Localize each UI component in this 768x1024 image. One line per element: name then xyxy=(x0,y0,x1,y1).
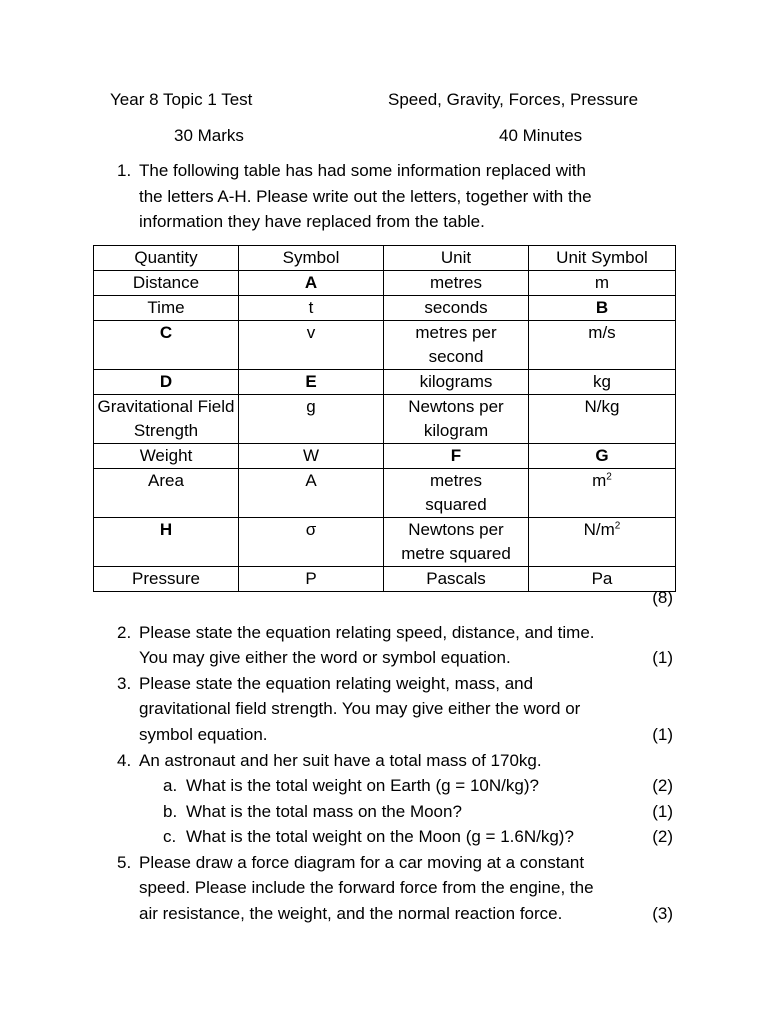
table-cell: H xyxy=(94,518,239,567)
table-cell: G xyxy=(529,444,676,469)
sub-question xyxy=(0,824,768,849)
question-1-mark: (8) xyxy=(652,588,673,607)
table-cell: Pascals xyxy=(384,567,529,592)
question-text-line: You may give either the word or symbol equation. xyxy=(139,648,511,667)
table-cell: m/s xyxy=(529,321,676,370)
unit-symbol-text: m xyxy=(592,471,607,490)
table-cell: Time xyxy=(94,296,239,321)
table-cell: E xyxy=(239,370,384,395)
question-number: 1. xyxy=(117,161,132,180)
table-cell: Distance xyxy=(94,271,239,296)
question-mark: (1) xyxy=(652,648,673,667)
sub-question-text: What is the total weight on the Moon (g = 1.6N/kg)? xyxy=(186,827,574,846)
table-cell: kilograms xyxy=(384,370,529,395)
table-cell: A xyxy=(239,271,384,296)
header-cell: Unit Symbol xyxy=(529,246,676,271)
table-cell: B xyxy=(529,296,676,321)
table-cell: m xyxy=(529,271,676,296)
question-number: 4. xyxy=(117,751,132,770)
table-cell: C xyxy=(94,321,239,370)
table-cell: W xyxy=(239,444,384,469)
question-mark: (3) xyxy=(652,904,673,923)
sub-question xyxy=(0,799,768,824)
sub-question-label: c. xyxy=(163,827,177,846)
table-cell: Gravitational Field Strength xyxy=(94,395,239,444)
question-mark: (1) xyxy=(652,802,673,821)
table-cell: t xyxy=(239,296,384,321)
table-row xyxy=(94,567,676,592)
table-cell: seconds xyxy=(384,296,529,321)
test-topics: Speed, Gravity, Forces, Pressure xyxy=(388,90,639,109)
table-cell xyxy=(529,469,676,518)
total-marks: 30 Marks xyxy=(174,126,244,145)
table-cell: Pressure xyxy=(94,567,239,592)
table-cell: v xyxy=(239,321,384,370)
sub-question-label: b. xyxy=(163,802,178,821)
question-mark: (2) xyxy=(652,776,673,795)
unit-symbol-text: N/m xyxy=(583,520,615,539)
table-cell: N/kg xyxy=(529,395,676,444)
table-header-row xyxy=(94,246,676,271)
table-cell: Area xyxy=(94,469,239,518)
table-row xyxy=(94,321,676,370)
superscript: 2 xyxy=(614,520,621,532)
superscript: 2 xyxy=(606,471,612,483)
header-cell: Symbol xyxy=(239,246,384,271)
question-text-line: Please draw a force diagram for a car moving at a constant xyxy=(139,853,585,872)
header-cell: Quantity xyxy=(94,246,239,271)
question-number: 2. xyxy=(117,623,132,642)
table-row xyxy=(94,296,676,321)
test-title: Year 8 Topic 1 Test xyxy=(110,90,253,109)
table-cell: Weight xyxy=(94,444,239,469)
table-cell: D xyxy=(94,370,239,395)
table-cell: Newtons per metre squared xyxy=(384,518,529,567)
table-cell: P xyxy=(239,567,384,592)
quantities-table xyxy=(93,245,676,592)
question-text-line: information they have replaced from the table. xyxy=(139,212,485,231)
question-text-line: air resistance, the weight, and the normal reaction force. xyxy=(139,904,563,923)
question-text-line: Please state the equation relating speed, distance, and time. xyxy=(139,623,595,642)
time-allowed: 40 Minutes xyxy=(499,126,583,145)
table-cell: metres xyxy=(384,271,529,296)
table-cell: Pa xyxy=(529,567,676,592)
table-cell: F xyxy=(384,444,529,469)
table-cell: Newtons per kilogram xyxy=(384,395,529,444)
table-cell: g xyxy=(239,395,384,444)
question-text-line: the letters A-H. Please write out the letters, together with the xyxy=(139,187,592,206)
table-cell: metres squared xyxy=(384,469,529,518)
question-text-line: The following table has had some information replaced with xyxy=(139,161,586,180)
table-row xyxy=(94,469,676,518)
question-text-line: speed. Please include the forward force from the engine, the xyxy=(139,878,594,897)
table-cell: kg xyxy=(529,370,676,395)
sub-question xyxy=(0,773,768,798)
table-cell xyxy=(529,518,676,567)
question-text-line: symbol equation. xyxy=(139,725,268,744)
table-row xyxy=(94,518,676,567)
question-text-line: An astronaut and her suit have a total mass of 170kg. xyxy=(139,751,542,770)
table-cell: A xyxy=(239,469,384,518)
sub-question-text: What is the total weight on Earth (g = 10N/kg)? xyxy=(186,776,539,795)
question-number: 5. xyxy=(117,853,132,872)
question-number: 3. xyxy=(117,674,132,693)
table-row xyxy=(94,271,676,296)
table-cell: metres per second xyxy=(384,321,529,370)
table-row xyxy=(94,395,676,444)
sub-question-text: What is the total mass on the Moon? xyxy=(186,802,462,821)
header-cell: Unit xyxy=(384,246,529,271)
question-text-line: gravitational field strength. You may give either the word or xyxy=(139,699,581,718)
table-cell: σ xyxy=(239,518,384,567)
sub-question-label: a. xyxy=(163,776,178,795)
table-row xyxy=(94,370,676,395)
table-row xyxy=(94,444,676,469)
question-mark: (2) xyxy=(652,827,673,846)
question-text-line: Please state the equation relating weight, mass, and xyxy=(139,674,534,693)
question-mark: (1) xyxy=(652,725,673,744)
